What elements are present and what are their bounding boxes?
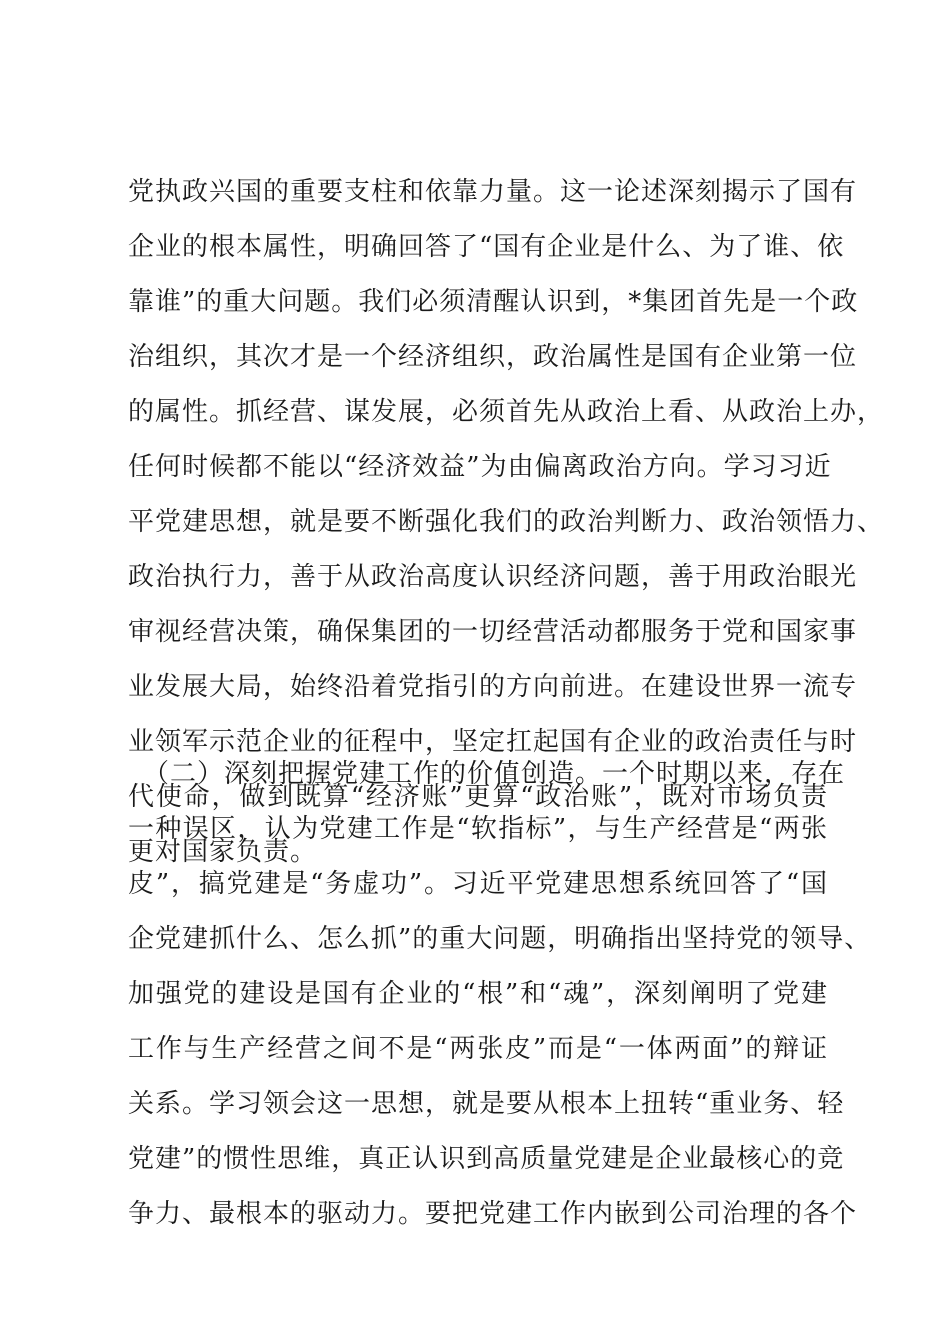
paragraph-1-line: 靠谁”的重大问题。我们必须清醒认识到，*集团首先是一个政	[128, 287, 859, 317]
paragraph-1-line: 治组织，其次才是一个经济组织，政治属性是国有企业第一位	[128, 342, 858, 372]
paragraph-2-line: 争力、最根本的驱动力。要把党建工作内嵌到公司治理的各个	[128, 1199, 858, 1229]
paragraph-2-line: 加强党的建设是国有企业的“根”和“魂”，深刻阐明了党建	[128, 979, 828, 1009]
paragraph-1-line: 党执政兴国的重要支柱和依靠力量。这一论述深刻揭示了国有	[128, 177, 858, 207]
paragraph-1-line: 任何时候都不能以“经济效益”为由偏离政治方向。学习习近	[128, 452, 832, 482]
paragraph-1-line: 业领军示范企业的征程中，坚定扛起国有企业的政治责任与时	[128, 727, 858, 757]
paragraph-2-line: （二）深刻把握党建工作的价值创造。一个时期以来，存在	[143, 759, 846, 789]
paragraph-2-line: 党建”的惯性思维，真正认识到高质量党建是企业最核心的竞	[128, 1144, 845, 1174]
paragraph-1-line: 业发展大局，始终沿着党指引的方向前进。在建设世界一流专	[128, 672, 858, 702]
paragraph-1-line: 平党建思想，就是要不断强化我们的政治判断力、政治领悟力、	[128, 507, 885, 537]
paragraph-2-line: 企党建抓什么、怎么抓”的重大问题，明确指出坚持党的领导、	[128, 924, 872, 954]
paragraph-1-line: 企业的根本属性，明确回答了“国有企业是什么、为了谁、依	[128, 232, 845, 262]
paragraph-1-line: 审视经营决策，确保集团的一切经营活动都服务于党和国家事	[128, 617, 858, 647]
paragraph-2-line: 皮”，搞党建是“务虚功”。习近平党建思想系统回答了“国	[128, 869, 828, 899]
paragraph-1-line: 政治执行力，善于从政治高度认识经济问题，善于用政治眼光	[128, 562, 858, 592]
paragraph-2-line: 关系。学习领会这一思想，就是要从根本上扭转“重业务、轻	[128, 1089, 845, 1119]
paragraph-2-line: 一种误区，认为党建工作是“软指标”，与生产经营是“两张	[128, 814, 828, 844]
paragraph-1-line: 的属性。抓经营、谋发展，必须首先从政治上看、从政治上办，	[128, 397, 885, 427]
paragraph-2-line: 工作与生产经营之间不是“两张皮”而是“一体两面”的辩证	[128, 1034, 828, 1064]
paragraph-1-line: 代使命，做到既算“经济账”更算“政治账”，既对市场负责	[128, 782, 828, 812]
paragraph-1-line: 更对国家负责。	[128, 837, 318, 867]
